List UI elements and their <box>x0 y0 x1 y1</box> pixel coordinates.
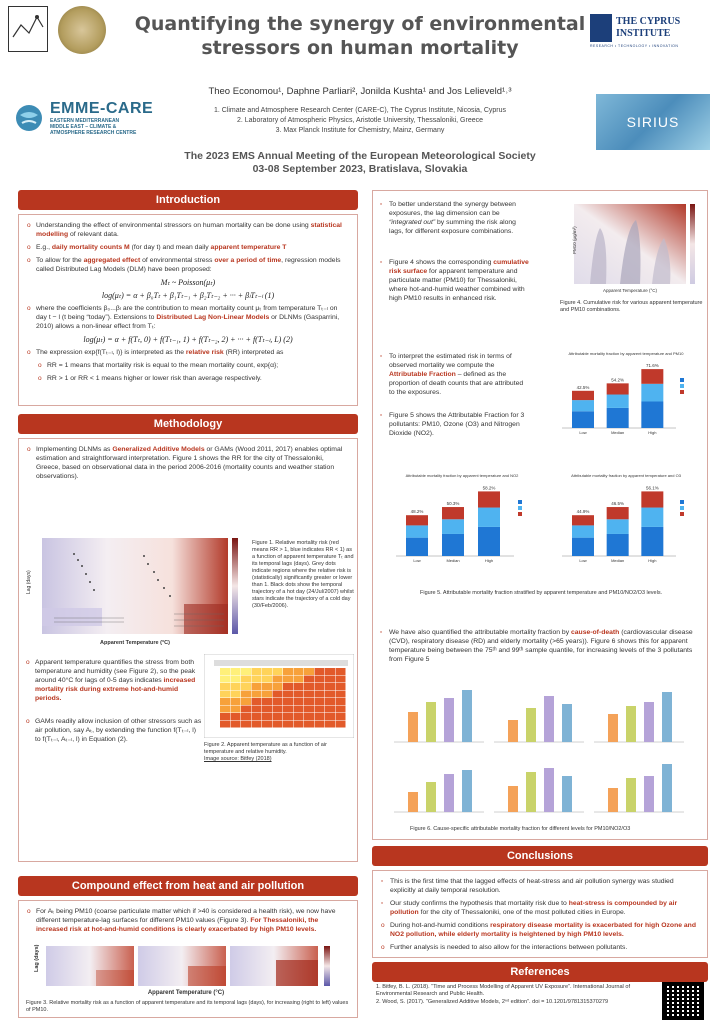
figure-1 <box>24 534 246 648</box>
figure-2-source: Image source: Bitfey (2018) <box>204 756 272 762</box>
heat-index-cell <box>336 698 346 705</box>
fig6-bar <box>426 702 436 742</box>
heat-index-cell <box>336 721 346 728</box>
chart-legend-swatch <box>518 512 522 516</box>
heat-index-cell <box>325 668 335 675</box>
heat-index-cell <box>294 706 304 713</box>
figure-2-caption: Figure 2. Apparent temperature as a function of air temperature and relative humidity. <box>204 742 327 755</box>
heat-index-cell <box>241 698 251 705</box>
chart-bar <box>572 515 594 525</box>
method-bullets-2 <box>26 658 202 748</box>
right-bullet-1: ▫ To better understand the synergy between exposures, the lag dimension can be “integrated out” by summing the risk along lags, for different exposure combinations. <box>380 200 530 236</box>
fig6-bar <box>626 706 636 742</box>
heat-index-cell <box>252 691 262 698</box>
heat-index-cell <box>262 676 272 683</box>
heat-index-cell <box>283 713 293 720</box>
chart-title: Attributable mortality fraction by apparent temperature and NO2 <box>405 473 519 478</box>
heat-index-cell <box>273 668 283 675</box>
heat-index-cell <box>325 683 335 690</box>
heat-index-cell <box>336 683 346 690</box>
university-logo <box>8 6 48 52</box>
chart-bar <box>607 383 629 394</box>
chart-bar <box>641 508 663 527</box>
intro-subbullet-1: o RR = 1 means that mortality risk is equal to the mean mortality count, exp{α}; <box>27 361 349 370</box>
chart-data-label: 48.2% <box>410 509 424 515</box>
chart-bar <box>442 534 464 556</box>
chart-legend-swatch <box>680 500 684 504</box>
meeting-dates: 03-08 September 2023, Bratislava, Slovakia <box>252 163 468 175</box>
introduction-header: Introduction <box>18 190 358 210</box>
chart-legend-swatch <box>680 512 684 516</box>
emme-sub2: MIDDLE EAST – CLIMATE & <box>50 124 117 130</box>
intro-bullet-2: o E.g., daily mortality counts M (for day t) and mean daily apparent temperature T <box>27 243 349 252</box>
right-block-2 <box>380 352 530 442</box>
heat-index-cell <box>262 683 272 690</box>
method-bullet-3: o GAMs readily allow inclusion of other stressors such as air pollution, say Aₜ, by extending the function f(Tₜ₋ₗ, l) to f(Tₜ₋ₗ, Aₜ₋ₗ, l) in Equation (2). <box>26 717 202 744</box>
fig6-bar <box>562 704 572 742</box>
conclusion-4: o Further analysis is needed to also allow for the interactions between pollutants. <box>381 943 699 952</box>
fig6-bar <box>662 764 672 812</box>
references-header: References <box>372 962 708 982</box>
heat-index-cell <box>325 721 335 728</box>
heat-index-cell <box>252 698 262 705</box>
heat-index-cell <box>220 721 230 728</box>
heat-index-cell <box>294 721 304 728</box>
fig6-bar <box>562 776 572 812</box>
heat-index-cell <box>231 683 241 690</box>
heat-index-cell <box>241 691 251 698</box>
heat-index-cell <box>262 668 272 675</box>
heat-index-cell <box>325 691 335 698</box>
fig6-bar <box>508 720 518 742</box>
chart-tick-label: Median <box>611 430 625 435</box>
aristotle-seal-icon <box>58 6 106 54</box>
heat-index-cell <box>231 698 241 705</box>
fig6-bar <box>526 708 536 742</box>
chart-no2-svg <box>380 470 544 568</box>
heat-index-cell <box>304 721 314 728</box>
chart-legend-swatch <box>680 384 684 388</box>
methodology-panel <box>18 438 358 862</box>
heat-index-cell <box>220 698 230 705</box>
figure-4 <box>560 198 706 298</box>
chart-tick-label: Low <box>413 558 421 563</box>
emme-sub1: EASTERN MEDITERRANEAN <box>50 118 120 124</box>
cyi-emblem-icon <box>590 14 612 42</box>
chart-data-label: 42.5% <box>576 384 590 390</box>
chart-data-label: 58.2% <box>482 485 496 491</box>
heat-index-cell <box>325 713 335 720</box>
chart-bar <box>442 507 464 519</box>
references-list <box>376 984 656 1006</box>
heat-index-cell <box>262 691 272 698</box>
heat-index-cell <box>283 668 293 675</box>
figure-1-xlabel: Apparent Temperature (°C) <box>100 640 170 646</box>
heat-index-cell <box>220 691 230 698</box>
right-block-1 <box>380 200 530 307</box>
figure-1-ylabel: Lag (days) <box>26 570 32 594</box>
fig6-bar <box>626 778 636 812</box>
heat-index-cell <box>304 698 314 705</box>
meeting-title: The 2023 EMS Annual Meeting of the European Meteorological Society <box>184 150 536 162</box>
chart-bar <box>406 538 428 556</box>
qr-code-icon[interactable] <box>662 982 704 1020</box>
heat-index-cell <box>294 676 304 683</box>
figure-4-xlabel: Apparent Temperature (°C) <box>603 288 657 293</box>
chart-legend-swatch <box>680 390 684 394</box>
figure-3-caption: Figure 3. Relative mortality risk as a function of apparent temperature and its temporal lags (days), for increasing (right to left) values of PM10. <box>26 1000 349 1013</box>
figure-1-caption: Figure 1. Relative mortality risk (red means RR > 1, blue indicates RR < 1) as a function of apparent temperature Tₜ and its temporal lags (days). Grey dots indicate regions where the relative risk is (statistically) significantly greater or lower than 1. Black dots show the temporal trajectory of a hot day (24/Jul/2007) whilst stars indicate the trajectory of a cold day (30/Feb/2006). <box>252 540 354 609</box>
heat-index-cell <box>283 706 293 713</box>
heat-index-cell <box>220 706 230 713</box>
fig6-bar <box>526 772 536 812</box>
chart-legend-swatch <box>518 500 522 504</box>
right-bullet-5: ▫ We have also quantified the attributable mortality fraction by cause-of-death (cardiovascular disease (CVD), respiratory disease (RD) and elderly mortality (>65 years)). Figure 6 shows this for apparent temperature being between the 75ᵗʰ and 99ᵗʰ sample quantile, for increasing levels of the 3 pollutants from Figure 5 <box>380 628 700 664</box>
chart-bar <box>641 527 663 556</box>
heat-index-cell <box>273 713 283 720</box>
figure-4-caption: Figure 4. Cumulative risk for various apparent temperature and PM10 combinations. <box>560 300 703 313</box>
chart-bar <box>572 411 594 428</box>
heat-index-cell <box>241 668 251 675</box>
figure-5-caption: Figure 5. Attributable mortality fraction stratified by apparent temperature and PM10/NO2/O3 levels. <box>420 590 663 596</box>
chart-bar <box>478 491 500 507</box>
cyprus-institute-logo <box>590 14 718 54</box>
emme-sub3: ATMOSPHERE RESEARCH CENTRE <box>50 130 137 136</box>
equation-1b: log(μₜ) = α + β₀Tₜ + β₁Tₜ₋₁ + β₂Tₜ₋₂ + ··· + βₗTₜ₋ₗ (1) <box>101 291 275 300</box>
fig6-bar <box>444 698 454 742</box>
heat-index-cell <box>220 676 230 683</box>
heat-index-cell <box>273 721 283 728</box>
heat-index-cell <box>315 683 325 690</box>
heat-index-cell <box>315 668 325 675</box>
intro-bullet-3: o To allow for the aggregated effect of environmental stress over a period of time, regression models called Distributed Lag Models (DLM) have been proposed: <box>27 256 349 274</box>
conclusion-3: o During hot-and-humid conditions respiratory disease mortality is exacerbated for high Ozone and NO2 pollution, while elderly mortality is heightened by high PM10 levels. <box>381 921 699 939</box>
chart-bar <box>607 408 629 428</box>
chart-bar <box>641 401 663 428</box>
method-bullet-1: o Implementing DLNMs as Generalized Additive Models or GAMs (Wood 2011, 2017) enables optimal estimation and straightforward interpretation. Figure 1 shows the RR for the city of Thessaloniki, Greece, based on observational data in the period 2006-2016 (mortality counts and weather station observations). <box>27 445 349 481</box>
heat-index-cell <box>283 676 293 683</box>
chart-legend-swatch <box>680 378 684 382</box>
heat-index-cell <box>252 676 262 683</box>
heat-index-cell <box>304 676 314 683</box>
chart-bar <box>406 525 428 537</box>
chart-bar <box>572 525 594 537</box>
figure-3-ylabel: Lag (days) <box>34 944 40 972</box>
heat-index-cell <box>283 698 293 705</box>
chart-tick-label: High <box>484 558 494 563</box>
heat-index-cell <box>231 706 241 713</box>
chart-data-label: 56.1% <box>645 485 659 491</box>
heat-index-cell <box>252 706 262 713</box>
figure-3-panels <box>26 944 352 996</box>
chart-tick-label: High <box>648 430 657 435</box>
chart-data-label: 50.3% <box>446 501 460 507</box>
chart-bar <box>641 369 663 384</box>
heat-index-cell <box>315 706 325 713</box>
chart-data-label: 44.9% <box>576 509 590 515</box>
fig6-bar <box>426 782 436 812</box>
conclusion-2: ▫ Our study confirms the hypothesis that mortality risk due to heat-stress is compounded by air pollution for the city of Thessaloniki, one of the most polluted cities in Europe. <box>381 899 699 917</box>
chart-data-label: 71.6% <box>645 363 659 369</box>
heat-index-cell <box>294 698 304 705</box>
chart-data-label: 46.5% <box>611 501 625 507</box>
fig6-bar <box>608 788 618 812</box>
affiliations <box>150 106 570 136</box>
chart-tick-label: Median <box>446 558 460 563</box>
intro-subbullet-2: o RR > 1 or RR < 1 means higher or lower risk than average respectively. <box>27 374 349 383</box>
authors: Theo Economou¹, Daphne Parliari², Jonilda Kushta¹ and Jos Lelieveld¹˒³ <box>208 86 512 97</box>
sirius-logo: SIRIUS <box>596 94 710 150</box>
chart-legend-swatch <box>518 506 522 510</box>
figure-5-chart-no2 <box>380 470 544 568</box>
chart-bar <box>641 491 663 507</box>
heat-index-cell <box>231 713 241 720</box>
heat-index-cell <box>294 683 304 690</box>
figure-6 <box>384 680 704 822</box>
reference-2: 2. Wood, S. (2017). “Generalized Additive Models, 2ⁿᵈ edition”. doi = 10.1201/9781315370279 <box>376 998 609 1005</box>
heat-index-cell <box>252 713 262 720</box>
heat-index-cell <box>273 706 283 713</box>
fig6-bar <box>662 692 672 742</box>
heat-index-cell <box>304 683 314 690</box>
chart-bar <box>607 534 629 556</box>
heat-index-cell <box>241 721 251 728</box>
heat-index-cell <box>241 713 251 720</box>
heat-index-cell <box>273 683 283 690</box>
figure-3-xlabel: Apparent Temperature (°C) <box>147 990 225 996</box>
chart-tick-label: Median <box>611 558 625 563</box>
heat-index-cell <box>325 706 335 713</box>
figure-1-heatmap <box>24 534 246 648</box>
heat-index-cell <box>252 668 262 675</box>
heat-index-cell <box>336 706 346 713</box>
chart-o3-svg <box>546 470 706 568</box>
heat-index-cell <box>315 721 325 728</box>
heat-index-cell <box>220 713 230 720</box>
heat-index-cell <box>241 676 251 683</box>
chart-bar <box>442 519 464 534</box>
emme-globe-icon <box>14 103 44 133</box>
figure-5-chart-pm10 <box>546 348 706 440</box>
heat-index-cell <box>315 698 325 705</box>
heat-index-cell <box>283 691 293 698</box>
right-bullet-4: ▫ Figure 5 shows the Attributable Fraction for 3 pollutants: PM10, Ozone (O3) and Nitrogen Dioxide (NO2). <box>380 411 530 438</box>
heat-index-cell <box>231 676 241 683</box>
chart-bar <box>406 515 428 525</box>
heat-index-cell <box>273 676 283 683</box>
method-bullet-2: o Apparent temperature quantifies the stress from both temperature and humidity (see Figure 2), so the peak around 40°C for lags of 0-5 days indicates increased mortality risk during extreme hot-and-humid periods. <box>26 658 202 703</box>
heat-index-cell <box>325 676 335 683</box>
fig6-bar <box>644 702 654 742</box>
figure-6-svg <box>384 680 704 822</box>
heat-index-cell <box>241 706 251 713</box>
heat-index-cell <box>315 713 325 720</box>
fig6-bar <box>644 776 654 812</box>
figure-2-heat-index-table <box>204 654 354 738</box>
heat-index-cell <box>283 683 293 690</box>
affiliation-1: 1. Climate and Atmosphere Research Center (CARE-C), The Cyprus Institute, Nicosia, Cyprus <box>213 107 507 114</box>
chart-bar <box>641 384 663 402</box>
compound-header: Compound effect from heat and air pollution <box>18 876 358 896</box>
heat-index-cell <box>336 676 346 683</box>
heat-index-cell <box>283 721 293 728</box>
emme-title: EMME-CARE <box>50 100 154 117</box>
fig6-bar <box>408 712 418 742</box>
chart-tick-label: Low <box>579 430 587 435</box>
conclusion-1: ▫ This is the first time that the lagged effects of heat-stress and air pollution synergy was studied explicitly at daily temporal resolution. <box>381 877 699 895</box>
cyi-tagline: RESEARCH • TECHNOLOGY • INNOVATION <box>590 44 679 48</box>
chart-tick-label: High <box>648 558 657 563</box>
heat-index-cell <box>273 691 283 698</box>
methodology-header: Methodology <box>18 414 358 434</box>
heat-index-cell <box>262 713 272 720</box>
figure-6-caption: Figure 6. Cause-specific attributable mortality fraction for different levels for PM10/NO2/O3 <box>410 826 631 832</box>
cyi-line2: INSTITUTE <box>616 28 671 39</box>
cyi-line1: THE CYPRUS <box>616 16 681 27</box>
fig6-bar <box>544 768 554 812</box>
heat-index-cell <box>304 713 314 720</box>
chart-title: Attributable mortality fraction by apparent temperature and PM10 <box>568 351 684 356</box>
intro-bullet-5: o The expression exp{f(Tₜ₋ₗ, l)} is interpreted as the relative risk (RR) interpreted as <box>27 348 349 357</box>
heat-index-cell <box>262 721 272 728</box>
heat-index-cell <box>220 668 230 675</box>
chart-bar <box>478 508 500 527</box>
right-bullet-3: ▫ To interpret the estimated risk in terms of observed mortality we compute the Attributable Fraction – defined as the proportion of death counts that are attributed to the exposures. <box>380 352 530 397</box>
affiliation-2: 2. Laboratory of Atmospheric Physics, Aristotle University, Thessaloniki, Greece <box>236 117 483 124</box>
heat-index-cell <box>336 713 346 720</box>
heat-index-cell <box>252 721 262 728</box>
heat-index-cell <box>231 691 241 698</box>
poster-title: Quantifying the synergy of environmental stressors on human mortality <box>134 13 586 59</box>
equation-2: log(μₜ) = α + f(Tₜ, 0) + f(Tₜ₋₁, 1) + f(Tₜ₋₂, 2) + ··· + f(Tₜ₋ₗ, L) (2) <box>83 335 293 344</box>
figure-5-chart-o3 <box>546 470 706 568</box>
fig6-bar <box>462 770 472 812</box>
reference-1: 1. Bitfey, B. L. (2018). “Time and Process Modelling of Apparent UV Exposure”. International Journal of Environmental Research and Public Health. <box>376 984 631 998</box>
figure-4-ylabel: PM10 (μg/m³) <box>572 226 577 254</box>
heat-index-cell <box>294 713 304 720</box>
heat-index-cell <box>336 691 346 698</box>
intro-bullet-4: o where the coefficients β₀...βₗ are the contribution to mean mortality count μₜ from temperature Tₜ₋ₗ on day t − l (t being “today”). Extensions to Distributed Lag Non-Linear Models or DLNMs (Gasparrini, 2010) allows a non-linear effect from Tₜ: <box>27 304 349 331</box>
heat-index-cell <box>294 691 304 698</box>
chart-pm10-svg <box>546 348 706 440</box>
fig6-bar <box>608 714 618 742</box>
heat-index-cell <box>252 683 262 690</box>
heat-index-cell <box>273 698 283 705</box>
chart-data-label: 54.2% <box>611 377 625 383</box>
right-block-3 <box>380 628 700 668</box>
chart-bar <box>607 395 629 408</box>
heat-index-cell <box>231 668 241 675</box>
affiliation-3: 3. Max Planck Institute for Chemistry, Mainz, Germany <box>275 127 445 134</box>
fig6-bar <box>508 786 518 812</box>
chart-legend-swatch <box>680 506 684 510</box>
chart-bar <box>572 391 594 400</box>
chart-bar <box>607 519 629 534</box>
fig6-bar <box>444 774 454 812</box>
fig6-bar <box>408 792 418 812</box>
emme-care-logo <box>14 100 164 150</box>
fig6-bar <box>544 696 554 742</box>
chart-title: Attributable mortality fraction by apparent temperature and O3 <box>571 473 681 478</box>
heat-index-cell <box>315 676 325 683</box>
heat-index-cell <box>304 668 314 675</box>
right-bullet-2: ▫ Figure 4 shows the corresponding cumulative risk surface for apparent temperature and particulate matter (PM10) for Thessaloniki, where hot-and-humid weather combined with high PM10 results in enhanced risk. <box>380 258 530 303</box>
introduction-panel <box>18 214 358 406</box>
heat-index-cell <box>220 683 230 690</box>
chart-bar <box>572 400 594 411</box>
fig6-bar <box>462 690 472 742</box>
meeting-info <box>100 150 620 176</box>
heat-index-cell <box>294 668 304 675</box>
figure-2-caption-block <box>204 742 354 763</box>
compound-bullet-1: o For Aₜ being PM10 (coarse particulate matter which if >40 is considered a health risk), we now have different temperature-lag surfaces for different PM10 values (Figure 3). For Thessaloniki, the increased risk at hot-and-humid conditions is clearly exacerbated by high PM10 levels. <box>27 907 349 934</box>
heat-index-cell <box>325 698 335 705</box>
conclusions-header: Conclusions <box>372 846 708 866</box>
chart-bar <box>572 538 594 556</box>
chart-bar <box>478 527 500 556</box>
conclusions-panel <box>372 870 708 958</box>
figure-4-surface <box>560 198 706 298</box>
equation-1a: Mₜ ~ Poisson(μₜ) <box>160 278 216 287</box>
heat-index-cell <box>315 691 325 698</box>
heat-index-cell <box>231 721 241 728</box>
heat-index-cell <box>336 668 346 675</box>
figure-2 <box>204 654 354 738</box>
intro-bullet-1: o Understanding the effect of environmental stressors on human mortality can be done using statistical modelling of relevant data. <box>27 221 349 239</box>
heat-index-cell <box>304 706 314 713</box>
heat-index-cell <box>241 683 251 690</box>
chart-tick-label: Low <box>579 558 587 563</box>
heat-index-cell <box>262 706 272 713</box>
heat-index-cell <box>262 698 272 705</box>
chart-bar <box>607 507 629 519</box>
heat-index-cell <box>304 691 314 698</box>
figure-3 <box>26 944 352 996</box>
